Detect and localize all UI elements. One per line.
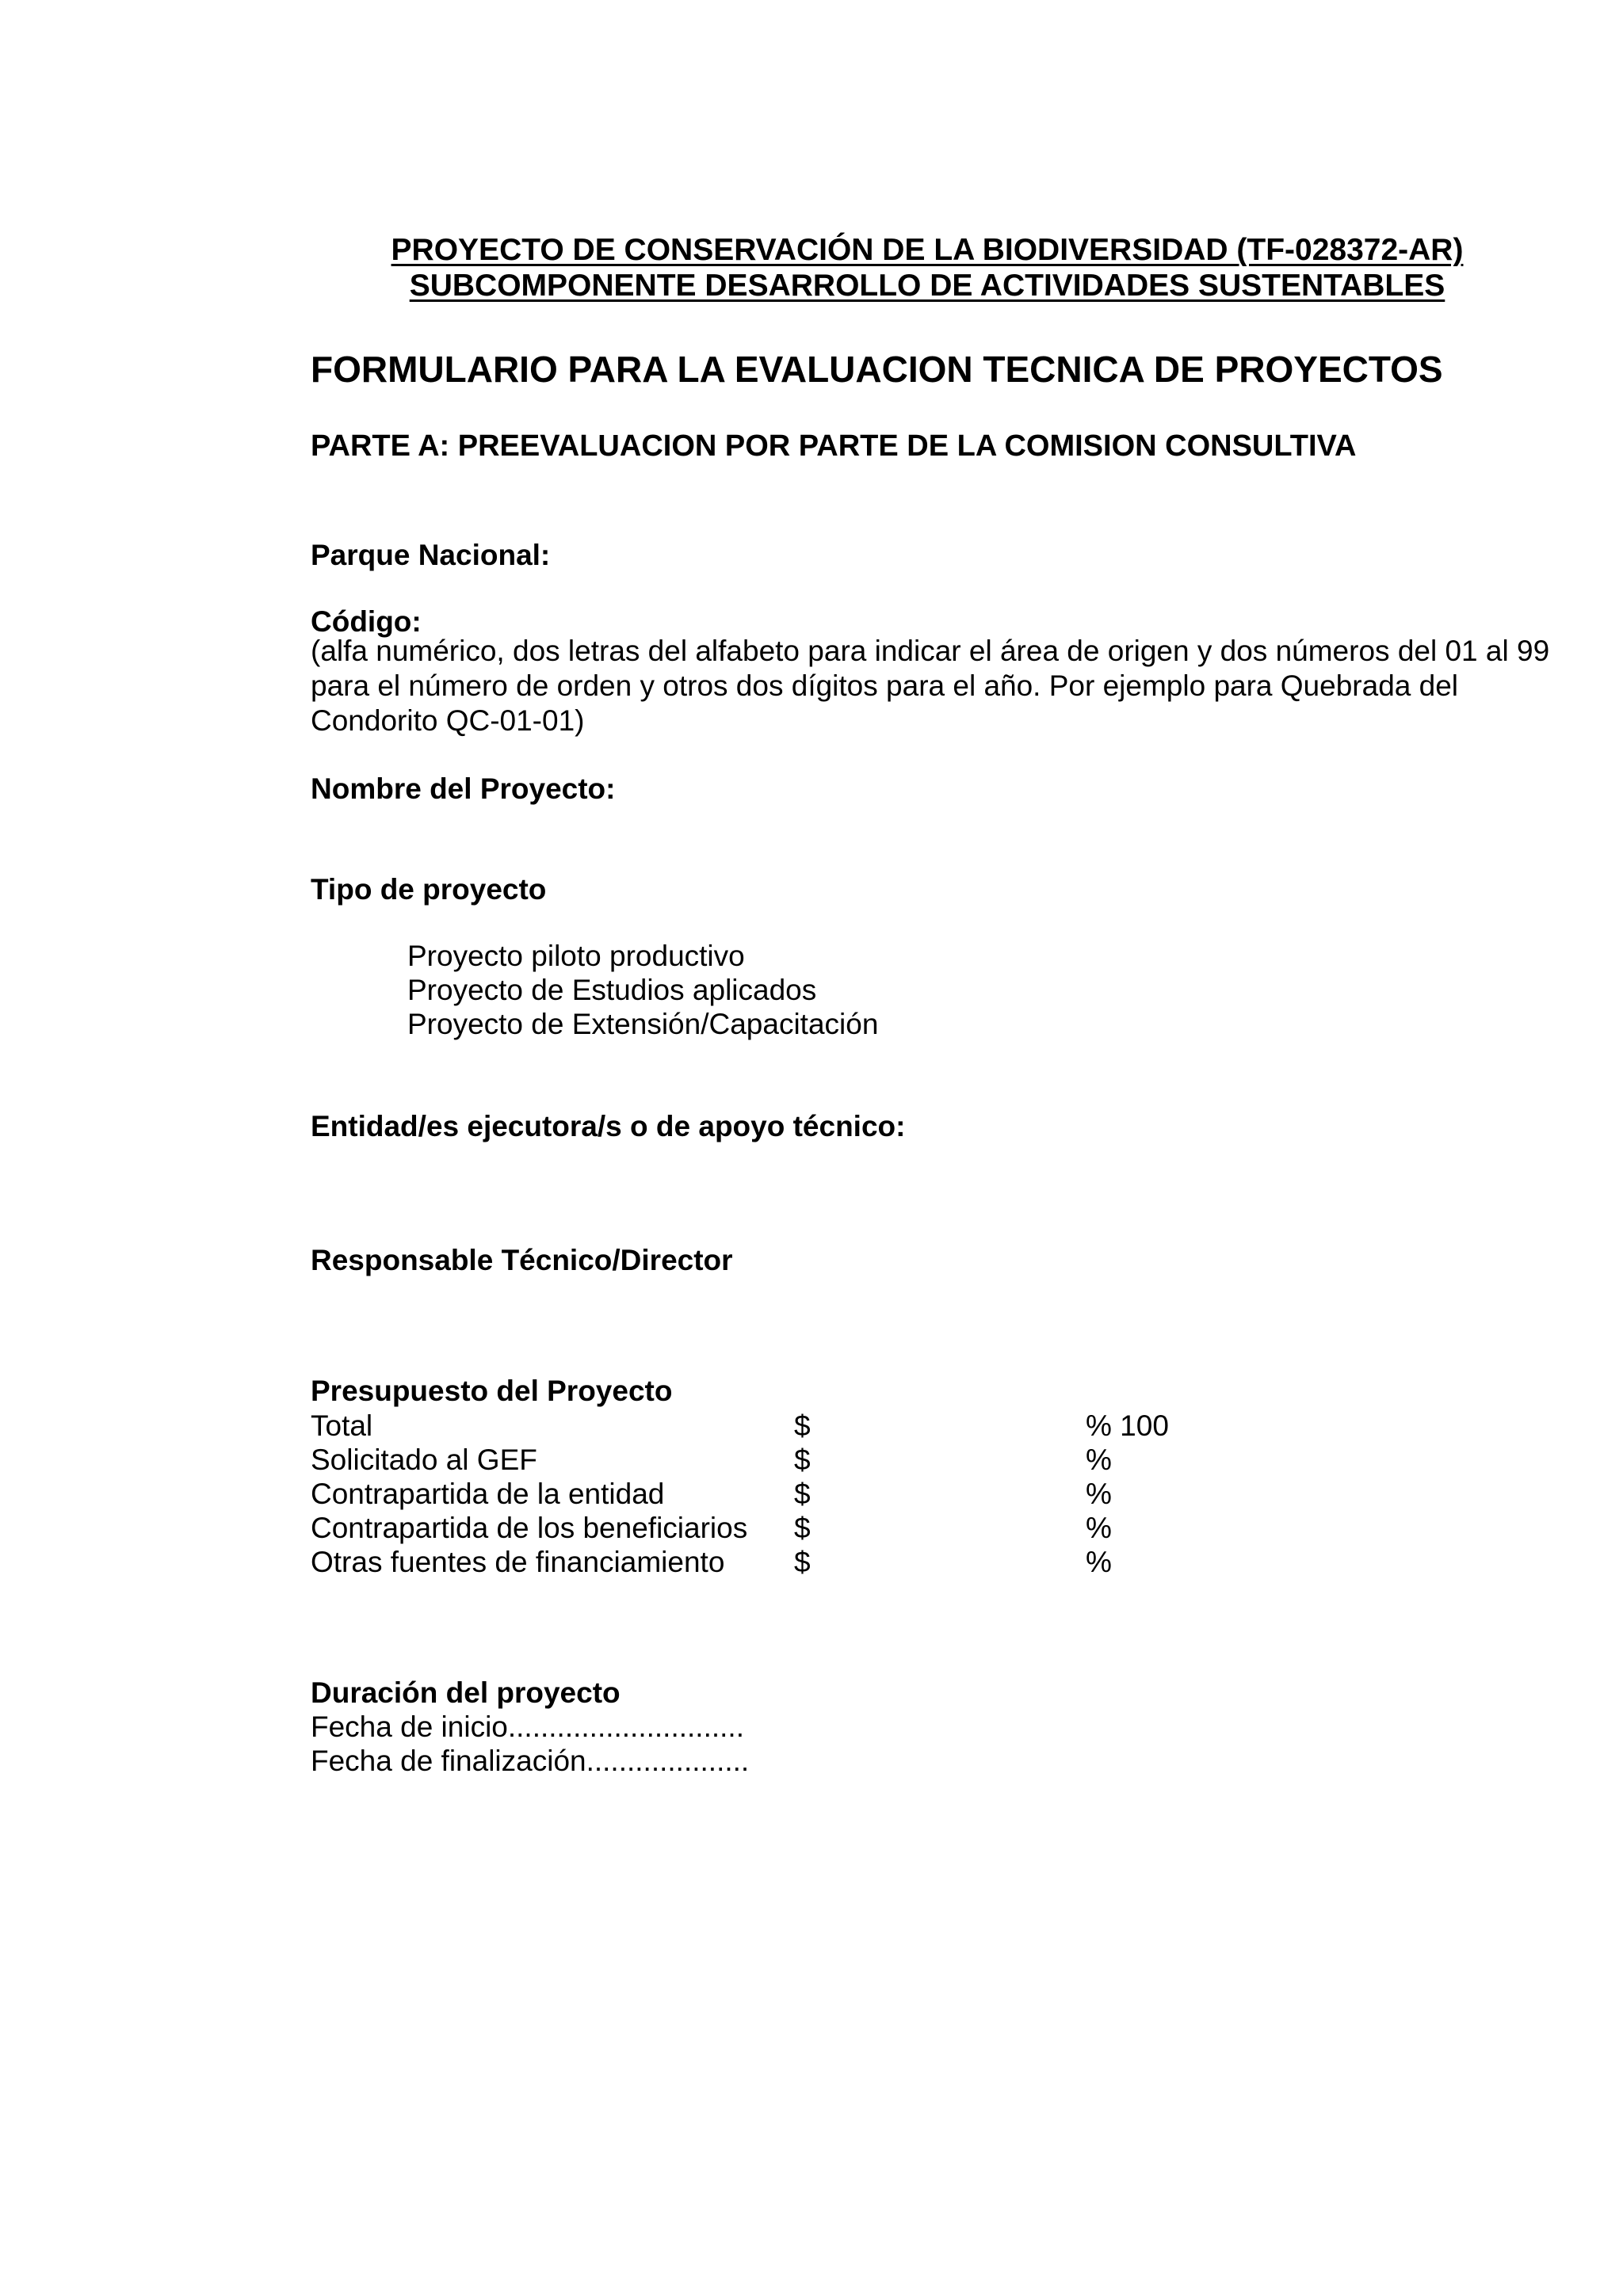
start-date-field: Fecha de inicio............................. — [311, 1711, 744, 1743]
percent-value: % 100 — [1086, 1409, 1169, 1442]
budget-label: Contrapartida de la entidad — [311, 1478, 665, 1510]
budget-row — [311, 1513, 1341, 1548]
nombre-proyecto-label: Nombre del Proyecto: — [311, 772, 616, 805]
currency-symbol: $ — [794, 1512, 811, 1544]
budget-row — [311, 1445, 1341, 1480]
currency-symbol: $ — [794, 1444, 811, 1476]
duration-heading: Duración del proyecto — [311, 1676, 621, 1709]
header-subcomponent: SUBCOMPONENTE DESARROLLO DE ACTIVIDADES SUSTENTABLES — [409, 269, 1445, 303]
currency-symbol: $ — [794, 1409, 811, 1442]
currency-symbol: $ — [794, 1546, 811, 1578]
budget-label: Solicitado al GEF — [311, 1444, 537, 1476]
responsable-label: Responsable Técnico/Director — [311, 1244, 733, 1276]
project-type-item: Proyecto de Extensión/Capacitación — [407, 1008, 879, 1040]
percent-value: % — [1086, 1478, 1112, 1510]
codigo-description: (alfa numérico, dos letras del alfabeto para indicar el área de origen y dos números del 01 al 99 para el número de orden y otros dos dígitos para el año. Por ejemplo para Quebrada del Condorito QC-01-01) — [311, 635, 1550, 737]
entidad-label: Entidad/es ejecutora/s o de apoyo técnico: — [311, 1110, 906, 1142]
percent-value: % — [1086, 1546, 1112, 1578]
codigo-label: Código: — [311, 605, 422, 638]
percent-value: % — [1086, 1444, 1112, 1476]
tipo-proyecto-label: Tipo de proyecto — [311, 873, 547, 906]
end-date-field: Fecha de finalización.................... — [311, 1745, 750, 1777]
budget-heading: Presupuesto del Proyecto — [311, 1375, 673, 1407]
currency-symbol: $ — [794, 1478, 811, 1510]
project-type-item: Proyecto piloto productivo — [407, 940, 745, 972]
budget-label: Otras fuentes de financiamiento — [311, 1546, 725, 1578]
header-project-title: PROYECTO DE CONSERVACIÓN DE LA BIODIVERSIDAD (TF-028372-AR) — [391, 233, 1464, 267]
form-title: FORMULARIO PARA LA EVALUACION TECNICA DE PROYECTOS — [311, 349, 1443, 390]
budget-label: Contrapartida de los beneficiarios — [311, 1512, 748, 1544]
budget-row — [311, 1479, 1341, 1514]
budget-row — [311, 1547, 1341, 1582]
parque-nacional-label: Parque Nacional: — [311, 539, 551, 571]
project-type-item: Proyecto de Estudios aplicados — [407, 974, 817, 1006]
percent-value: % — [1086, 1512, 1112, 1544]
part-heading: PARTE A: PREEVALUACION POR PARTE DE LA COMISION CONSULTIVA — [311, 429, 1357, 463]
budget-row — [311, 1411, 1341, 1446]
budget-label: Total — [311, 1409, 373, 1442]
